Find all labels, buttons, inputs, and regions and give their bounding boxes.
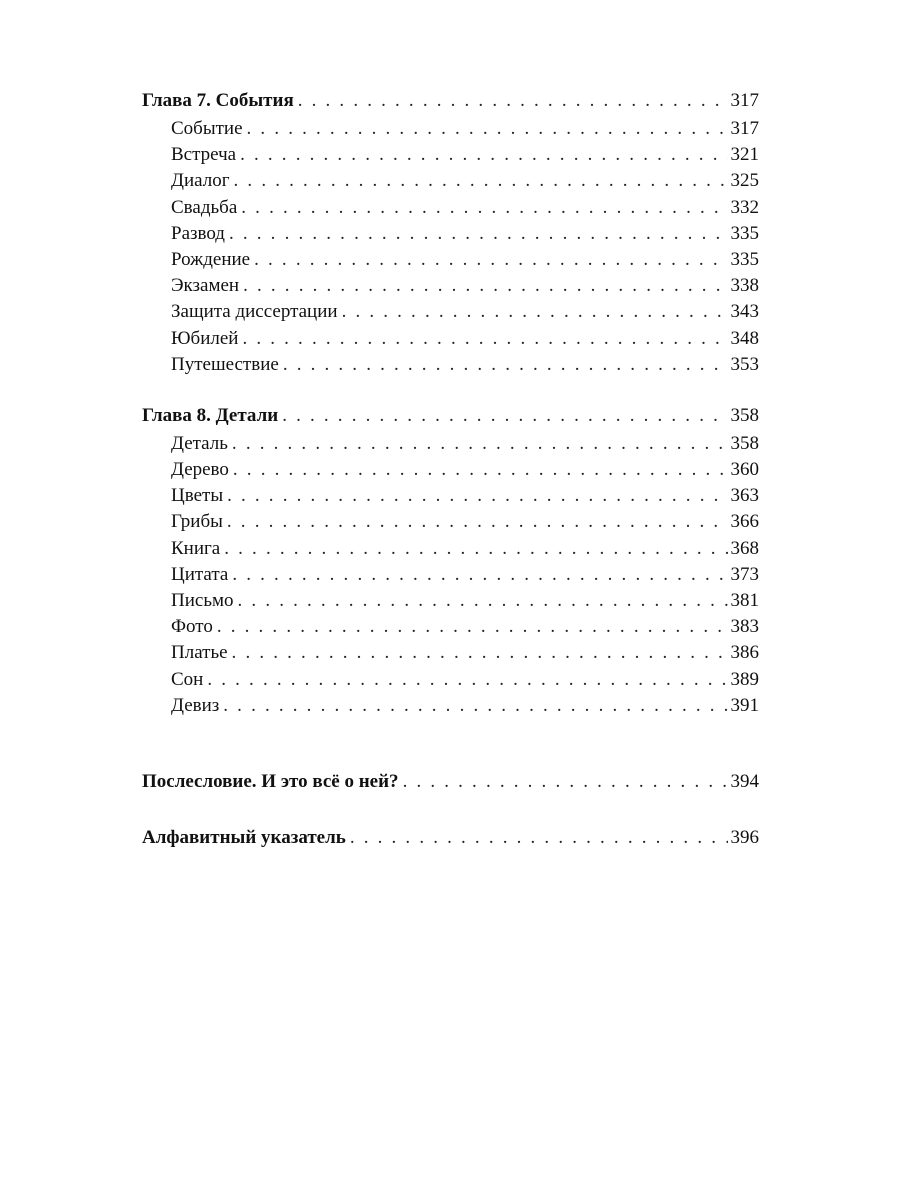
entry-label: Книга <box>171 537 221 559</box>
entry-label: Фото <box>171 616 213 638</box>
entry-label: Встреча <box>171 144 237 166</box>
dot-leader <box>232 431 728 457</box>
entry-label: Путешествие <box>171 353 279 375</box>
entry-label: Рождение <box>171 248 251 270</box>
toc-entry[interactable] <box>142 457 759 483</box>
page-number: 391 <box>730 694 759 716</box>
section-spacer <box>142 797 759 823</box>
table-of-contents <box>142 86 759 853</box>
dot-leader <box>282 401 727 431</box>
toc-entry[interactable] <box>142 142 759 168</box>
toc-entry[interactable] <box>142 667 759 693</box>
toc-entry[interactable] <box>142 640 759 666</box>
page-number: 353 <box>730 353 759 375</box>
toc-entry[interactable] <box>142 614 759 640</box>
toc-entry[interactable] <box>142 352 759 378</box>
toc-entry[interactable] <box>142 693 759 719</box>
dot-leader <box>217 614 728 640</box>
page-number: 348 <box>730 327 759 349</box>
dot-leader <box>227 509 728 535</box>
dot-leader <box>298 86 728 116</box>
page-number: 389 <box>730 668 759 690</box>
entry-label: Письмо <box>171 590 234 611</box>
entry-label: Дерево <box>171 459 229 481</box>
toc-entry[interactable] <box>142 221 759 247</box>
dot-leader <box>223 693 727 719</box>
page-number: 360 <box>730 459 759 481</box>
page-number: 368 <box>730 537 759 559</box>
page-number: 381 <box>730 590 759 611</box>
toc-entry[interactable] <box>142 116 759 142</box>
page-number: 358 <box>730 432 759 454</box>
entry-label: Защита диссертации <box>171 301 338 323</box>
page-number: 363 <box>730 485 759 507</box>
entry-label: Платье <box>171 642 228 664</box>
dot-leader <box>241 195 727 221</box>
dot-leader <box>238 588 728 614</box>
section-spacer <box>142 719 759 767</box>
chapter-title: Глава 8. Детали <box>142 404 279 426</box>
dot-leader <box>232 640 728 666</box>
page-number: 386 <box>730 642 759 664</box>
page-number: 383 <box>730 616 759 638</box>
page-number: 325 <box>730 170 759 192</box>
dot-leader <box>283 352 728 378</box>
toc-chapter-heading[interactable] <box>142 86 759 116</box>
dot-leader <box>240 142 727 168</box>
dot-leader <box>227 483 727 509</box>
page-number: 317 <box>730 118 759 139</box>
toc-entry[interactable] <box>142 431 759 457</box>
entry-label: Деталь <box>171 432 228 454</box>
dot-leader <box>207 667 727 693</box>
entry-label: Экзамен <box>171 275 240 297</box>
toc-chapter-heading[interactable] <box>142 401 759 431</box>
dot-leader <box>403 767 728 797</box>
toc-entry[interactable] <box>142 299 759 325</box>
page-number: 321 <box>730 144 759 166</box>
entry-label: Диалог <box>171 170 230 192</box>
toc-entry[interactable] <box>142 273 759 299</box>
page-number: 335 <box>730 248 759 270</box>
entry-label: Свадьба <box>171 196 238 218</box>
page-number: 394 <box>730 770 759 792</box>
toc-entry[interactable] <box>142 536 759 562</box>
toc-entry[interactable] <box>142 168 759 194</box>
entry-label: Девиз <box>171 694 220 716</box>
entry-label: Цветы <box>171 485 224 507</box>
toc-entry[interactable] <box>142 247 759 273</box>
entry-label: Цитата <box>171 563 229 585</box>
toc-entry[interactable] <box>142 509 759 535</box>
dot-leader <box>233 457 728 483</box>
entry-label: Сон <box>171 668 204 690</box>
dot-leader <box>342 299 728 325</box>
afterword-title: Послесловие. И это всё о ней? <box>142 770 399 792</box>
toc-entry[interactable] <box>142 588 759 614</box>
section-spacer <box>142 378 759 401</box>
page-number: 358 <box>730 404 759 426</box>
entry-label: Грибы <box>171 511 223 533</box>
toc-entry[interactable] <box>142 562 759 588</box>
dot-leader <box>254 247 727 273</box>
page-number: 317 <box>730 90 759 111</box>
page-number: 373 <box>730 563 759 585</box>
toc-entry[interactable] <box>142 326 759 352</box>
entry-label: Событие <box>171 118 243 139</box>
chapter-8-section <box>142 401 759 719</box>
toc-entry[interactable] <box>142 483 759 509</box>
entry-label: Развод <box>171 222 225 244</box>
dot-leader <box>229 221 728 247</box>
dot-leader <box>234 168 728 194</box>
page-number: 338 <box>730 275 759 297</box>
index-title: Алфавитный указатель <box>142 826 346 848</box>
toc-afterword[interactable] <box>142 767 759 797</box>
page-number: 366 <box>730 511 759 533</box>
chapter-title: Глава 7. События <box>142 90 294 111</box>
toc-index[interactable] <box>142 823 759 853</box>
dot-leader <box>350 823 728 853</box>
page-number: 343 <box>730 301 759 323</box>
page-number: 335 <box>730 222 759 244</box>
dot-leader <box>247 116 728 142</box>
page-number: 332 <box>730 196 759 218</box>
dot-leader <box>243 273 727 299</box>
dot-leader <box>224 536 727 562</box>
entry-label: Юбилей <box>171 327 239 349</box>
page-number: 396 <box>730 826 759 848</box>
dot-leader <box>232 562 727 588</box>
toc-entry[interactable] <box>142 195 759 221</box>
dot-leader <box>242 326 727 352</box>
chapter-7-section <box>142 86 759 378</box>
